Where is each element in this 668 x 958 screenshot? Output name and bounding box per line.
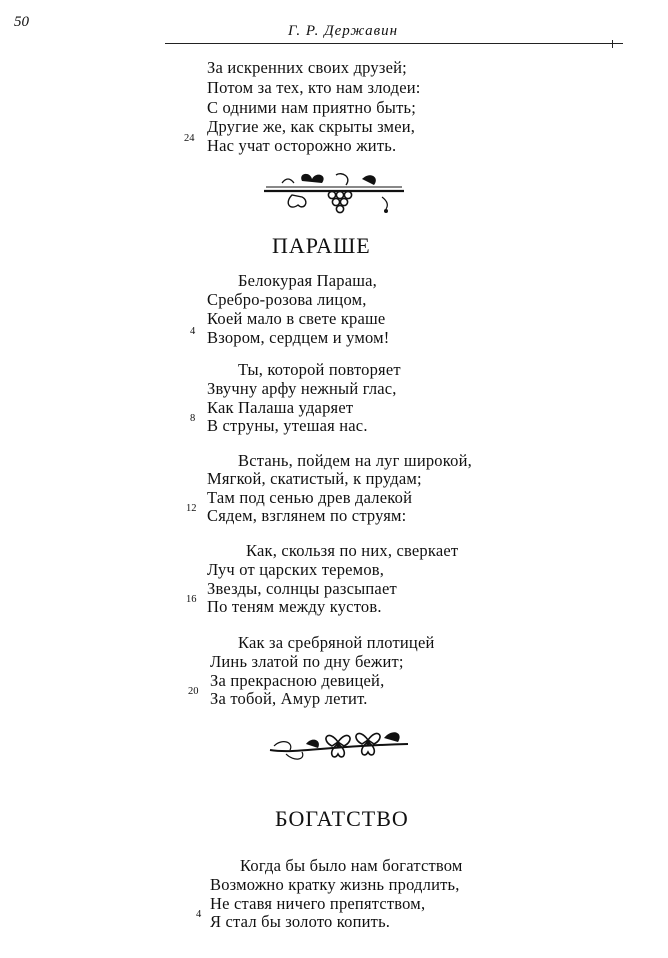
verse-line: Звучну арфу нежный глас, [207,379,397,398]
verse-line: Когда бы было нам богатством [240,856,463,875]
line-number: 20 [188,686,199,697]
poem-title: ПАРАШЕ [272,233,371,258]
verse-line: Взором, сердцем и умом! [207,328,390,347]
running-head: Г. Р. Державин [288,23,399,39]
pansy-flower-ornament [266,720,412,766]
verse-line: Как за сребряной плотицей [238,633,435,652]
line-number: 24 [184,133,195,144]
verse-line: Потом за тех, кто нам злодеи: [207,78,421,97]
verse-line: Нас учат осторожно жить. [207,136,397,155]
verse-line: Я стал бы золото копить. [210,912,391,931]
verse-line: Там под сенью древ далекой [207,488,413,507]
line-number: 16 [186,594,197,605]
verse-line: За искренних своих друзей; [207,58,407,77]
header-rule [165,43,623,44]
verse-line: За прекрасною девицей, [210,671,385,690]
verse-line: Сядем, взглянем по струям: [207,506,407,525]
verse-line: Встань, пойдем на луг широкой, [238,451,472,470]
verse-line: По теням между кустов. [207,597,382,616]
verse-line: Луч от царских теремов, [207,560,385,579]
verse-line: Не ставя ничего препятством, [210,894,426,913]
verse-line: Линь златой по дну бежит; [210,652,404,671]
verse-line: Как, скользя по них, сверкает [246,541,459,560]
verse-line: В струны, утешая нас. [207,416,368,435]
verse-line: Белокурая Параша, [238,271,377,290]
line-number: 4 [190,326,196,337]
verse-line: С одними нам приятно быть; [207,98,416,117]
verse-line: Ты, которой повторяет [238,360,401,379]
verse-line: Возможно кратку жизнь продлить, [210,875,460,894]
poem-title: БОГАТСТВО [275,806,409,831]
verse-line: Сребро-розова лицом, [207,290,367,309]
verse-line: За тобой, Амур летит. [210,689,368,708]
verse-line: Звезды, солнцы разсыпает [207,579,397,598]
verse-line: Коей мало в свете краше [207,309,386,328]
verse-line: Другие же, как скрыты змеи, [207,117,416,136]
grape-vine-ornament [262,167,406,215]
line-number: 12 [186,503,197,514]
verse-line: Как Палаша ударяет [207,398,354,417]
page-number: 50 [14,14,29,30]
line-number: 4 [196,909,202,920]
line-number: 8 [190,413,196,424]
verse-line: Мягкой, скатистый, к прудам; [207,469,422,488]
